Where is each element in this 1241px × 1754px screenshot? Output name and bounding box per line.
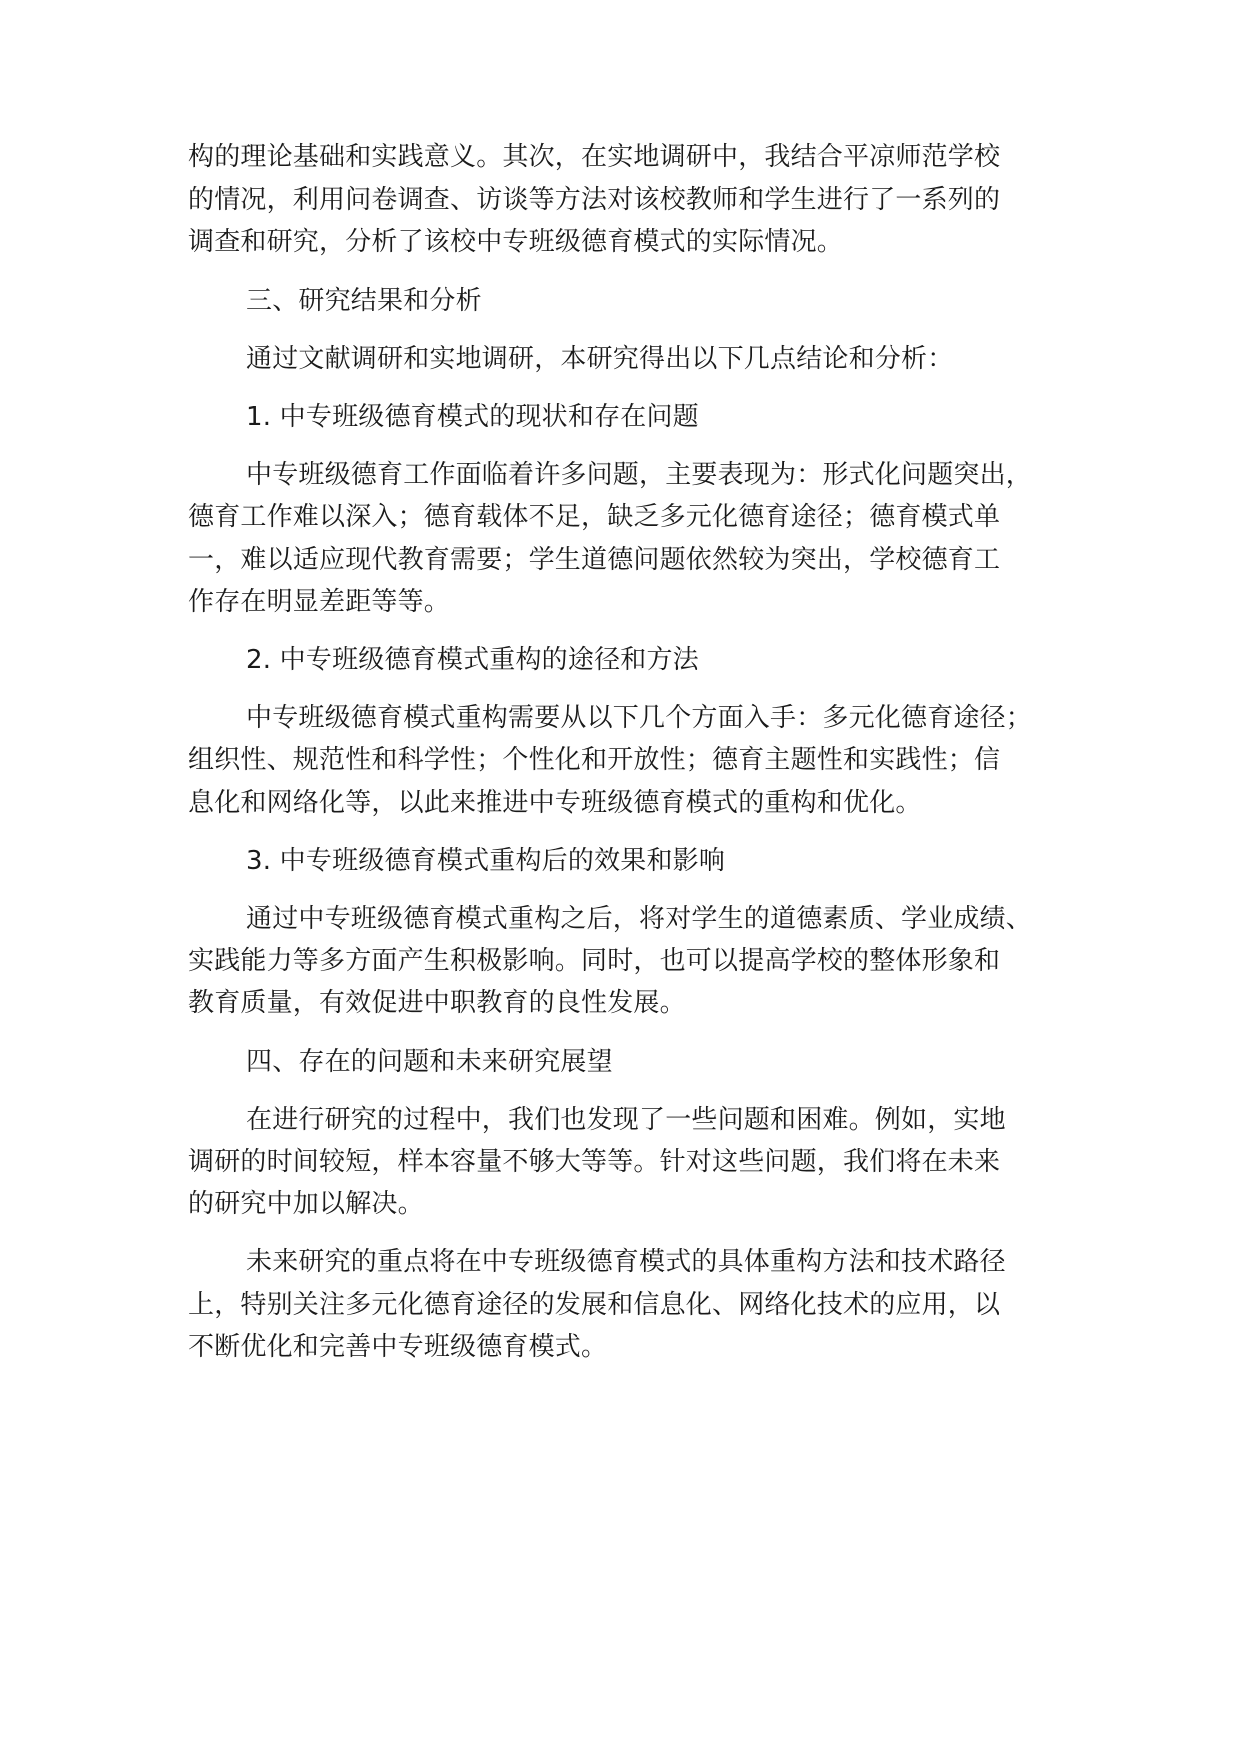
paragraph-line: 的研究中加以解决。 xyxy=(188,1189,424,1219)
subheading-status-problems: 1. 中专班级德育模式的现状和存在问题 xyxy=(246,402,699,432)
section-heading-results: 三、研究结果和分析 xyxy=(246,286,482,316)
paragraph-line: 息化和网络化等，以此来推进中专班级德育模式的重构和优化。 xyxy=(188,788,922,818)
paragraph-line: 一，难以适应现代教育需要；学生道德问题依然较为突出，学校德育工 xyxy=(188,545,1001,575)
paragraph-line: 构的理论基础和实践意义。其次，在实地调研中，我结合平凉师范学校 xyxy=(188,142,1001,172)
paragraph-results-intro: 通过文献调研和实地调研，本研究得出以下几点结论和分析： xyxy=(246,344,954,374)
section-heading-outlook: 四、存在的问题和未来研究展望 xyxy=(246,1047,613,1077)
paragraph-line: 在进行研究的过程中，我们也发现了一些问题和困难。例如，实地 xyxy=(246,1105,1006,1135)
paragraph-line: 上，特别关注多元化德育途径的发展和信息化、网络化技术的应用，以 xyxy=(188,1290,1001,1320)
subheading-approaches: 2. 中专班级德育模式重构的途径和方法 xyxy=(246,645,699,675)
paragraph-line: 作存在明显差距等等。 xyxy=(188,587,451,617)
paragraph-line: 调查和研究，分析了该校中专班级德育模式的实际情况。 xyxy=(188,227,844,257)
paragraph-line: 中专班级德育模式重构需要从以下几个方面入手：多元化德育途径； xyxy=(246,703,1033,733)
paragraph-line: 不断优化和完善中专班级德育模式。 xyxy=(188,1332,608,1362)
paragraph-line: 通过中专班级德育模式重构之后，将对学生的道德素质、学业成绩、 xyxy=(246,904,1033,934)
paragraph-line: 教育质量，有效促进中职教育的良性发展。 xyxy=(188,988,686,1018)
paragraph-line: 中专班级德育工作面临着许多问题，主要表现为：形式化问题突出， xyxy=(246,460,1033,490)
paragraph-line: 未来研究的重点将在中专班级德育模式的具体重构方法和技术路径 xyxy=(246,1247,1006,1277)
subheading-effects: 3. 中专班级德育模式重构后的效果和影响 xyxy=(246,846,726,876)
paragraph-line: 德育工作难以深入；德育载体不足，缺乏多元化德育途径；德育模式单 xyxy=(188,502,1001,532)
paragraph-line: 实践能力等多方面产生积极影响。同时，也可以提高学校的整体形象和 xyxy=(188,946,1001,976)
paragraph-line: 组织性、规范性和科学性；个性化和开放性；德育主题性和实践性；信 xyxy=(188,745,1001,775)
paragraph-line: 的情况，利用问卷调查、访谈等方法对该校教师和学生进行了一系列的 xyxy=(188,185,1001,215)
paragraph-line: 调研的时间较短，样本容量不够大等等。针对这些问题，我们将在未来 xyxy=(188,1147,1001,1177)
